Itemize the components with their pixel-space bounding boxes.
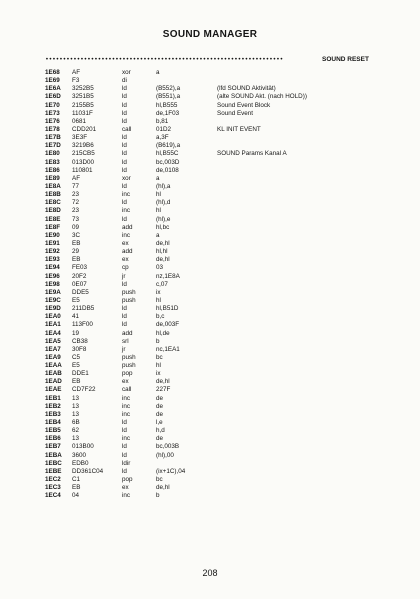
opcode-bytes: CDD201 <box>72 125 97 133</box>
address: 1EBE <box>45 467 62 475</box>
opcode-bytes: 3C <box>72 231 81 239</box>
mnemonic: ld <box>122 451 127 459</box>
operands: 03 <box>156 264 164 272</box>
address: 1EC2 <box>45 476 61 484</box>
listing-row <box>45 175 385 183</box>
operands: de <box>156 410 164 418</box>
mnemonic: ex <box>122 484 129 492</box>
opcode-bytes: 29 <box>72 248 80 256</box>
mnemonic: ld <box>122 182 127 190</box>
operands: (hl),00 <box>156 451 174 459</box>
listing-row <box>45 313 385 321</box>
opcode-bytes: 113F00 <box>72 321 93 329</box>
address: 1E70 <box>45 101 60 109</box>
operands: (hl),e <box>156 215 171 223</box>
opcode-bytes: EB <box>72 378 81 386</box>
mnemonic: ld <box>122 101 127 109</box>
mnemonic: xor <box>122 174 131 182</box>
address: 1E8A <box>45 182 61 190</box>
listing-row <box>45 248 385 256</box>
listing-row <box>45 167 385 175</box>
address: 1E89 <box>45 174 60 182</box>
mnemonic: inc <box>122 410 131 418</box>
address: 1E78 <box>45 125 60 133</box>
address: 1EBA <box>45 451 62 459</box>
address: 1EAA <box>45 362 62 370</box>
address: 1EA4 <box>45 329 61 337</box>
address: 1E86 <box>45 166 60 174</box>
mnemonic: srl <box>122 337 129 345</box>
opcode-bytes: 013D00 <box>72 158 95 166</box>
address: 1E6D <box>45 93 61 101</box>
listing-row <box>45 183 385 191</box>
address: 1E92 <box>45 248 60 256</box>
listing-row <box>45 232 385 240</box>
comment: SOUND Params Kanal A <box>217 150 287 158</box>
operands: de,003F <box>156 321 180 329</box>
operands: hl,B555 <box>156 101 178 109</box>
address: 1E9A <box>45 288 61 296</box>
address: 1E9D <box>45 305 61 313</box>
listing-row <box>45 354 385 362</box>
opcode-bytes: 215CB5 <box>72 150 95 158</box>
opcode-bytes: 30F8 <box>72 345 87 353</box>
page-title: SOUND MANAGER <box>162 29 258 40</box>
opcode-bytes: 11031F <box>72 109 93 117</box>
mnemonic: call <box>122 386 132 394</box>
operands: bc <box>156 476 163 484</box>
address: 1EAE <box>45 386 62 394</box>
address: 1E6A <box>45 85 61 93</box>
operands: hl <box>156 191 161 199</box>
listing-row <box>45 118 385 126</box>
opcode-bytes: CD7F22 <box>72 386 96 394</box>
listing-row <box>45 460 385 468</box>
opcode-bytes: 110801 <box>72 166 93 174</box>
listing-row <box>45 370 385 378</box>
address: 1EA5 <box>45 337 61 345</box>
listing-row <box>45 134 385 142</box>
address: 1EA0 <box>45 313 61 321</box>
mnemonic: ld <box>122 93 127 101</box>
opcode-bytes: 0E07 <box>72 280 87 288</box>
listing-row <box>45 150 385 158</box>
mnemonic: ld <box>122 85 127 93</box>
mnemonic: push <box>122 362 136 370</box>
listing-row <box>45 427 385 435</box>
section-label: SOUND RESET <box>322 56 369 63</box>
code-listing <box>45 69 385 500</box>
operands: b,81 <box>156 117 169 125</box>
operands: 227F <box>156 386 171 394</box>
opcode-bytes: EDB0 <box>72 459 89 467</box>
operands: nc,1EA1 <box>156 345 180 353</box>
listing-row <box>45 224 385 232</box>
listing-row <box>45 484 385 492</box>
mnemonic: cp <box>122 264 129 272</box>
listing-row <box>45 77 385 85</box>
address: 1EA1 <box>45 321 61 329</box>
opcode-bytes: 3251B5 <box>72 93 94 101</box>
mnemonic: ld <box>122 280 127 288</box>
mnemonic: ld <box>122 443 127 451</box>
opcode-bytes: F3 <box>72 77 80 85</box>
opcode-bytes: 04 <box>72 492 80 500</box>
listing-row <box>45 191 385 199</box>
mnemonic: inc <box>122 207 131 215</box>
opcode-bytes: 20F2 <box>72 272 87 280</box>
comment: (lfd SOUND Aktivität) <box>217 85 276 93</box>
operands: ix <box>156 370 161 378</box>
address: 1EB6 <box>45 435 61 443</box>
address: 1E91 <box>45 239 60 247</box>
opcode-bytes: 73 <box>72 215 80 223</box>
operands: de,0108 <box>156 166 179 174</box>
opcode-bytes: C5 <box>72 353 81 361</box>
address: 1E8C <box>45 199 61 207</box>
comment: KL INIT EVENT <box>217 125 261 133</box>
mnemonic: inc <box>122 191 131 199</box>
listing-row <box>45 411 385 419</box>
listing-row <box>45 321 385 329</box>
opcode-bytes: C1 <box>72 476 81 484</box>
listing-row <box>45 476 385 484</box>
address: 1EB1 <box>45 394 61 402</box>
mnemonic: push <box>122 353 136 361</box>
mnemonic: ld <box>122 467 127 475</box>
mnemonic: add <box>122 223 133 231</box>
mnemonic: ld <box>122 117 127 125</box>
operands: hl <box>156 296 161 304</box>
mnemonic: pop <box>122 476 133 484</box>
address: 1E8F <box>45 223 61 231</box>
opcode-bytes: 211DB5 <box>72 305 95 313</box>
listing-row <box>45 85 385 93</box>
opcode-bytes: 23 <box>72 191 80 199</box>
comment: Sound Event Block <box>217 101 271 109</box>
mnemonic: ld <box>122 321 127 329</box>
address: 1E80 <box>45 150 60 158</box>
mnemonic: inc <box>122 402 131 410</box>
listing-row <box>45 386 385 394</box>
address: 1E7B <box>45 134 61 142</box>
operands: (B619),a <box>156 142 181 150</box>
listing-row <box>45 492 385 500</box>
operands: 01D2 <box>156 125 172 133</box>
listing-row <box>45 93 385 101</box>
mnemonic: inc <box>122 492 131 500</box>
operands: (hl),d <box>156 199 171 207</box>
opcode-bytes: 3600 <box>72 451 87 459</box>
address: 1E98 <box>45 280 60 288</box>
mnemonic: ld <box>122 427 127 435</box>
operands: ix <box>156 288 161 296</box>
listing-row <box>45 362 385 370</box>
opcode-bytes: EB <box>72 239 81 247</box>
opcode-bytes: EB <box>72 256 81 264</box>
mnemonic: ld <box>122 134 127 142</box>
listing-row <box>45 395 385 403</box>
opcode-bytes: DDE1 <box>72 370 89 378</box>
address: 1EBC <box>45 459 62 467</box>
opcode-bytes: FE03 <box>72 264 88 272</box>
opcode-bytes: 0681 <box>72 117 87 125</box>
opcode-bytes: 3252B5 <box>72 85 94 93</box>
operands: de,1F03 <box>156 109 180 117</box>
listing-row <box>45 468 385 476</box>
opcode-bytes: 13 <box>72 435 80 443</box>
mnemonic: ld <box>122 158 127 166</box>
address: 1EB3 <box>45 410 61 418</box>
listing-row <box>45 216 385 224</box>
listing-row <box>45 443 385 451</box>
operands: h,d <box>156 427 165 435</box>
listing-row <box>45 330 385 338</box>
address: 1E90 <box>45 231 60 239</box>
mnemonic: ldir <box>122 459 131 467</box>
opcode-bytes: 2155B5 <box>72 101 94 109</box>
mnemonic: add <box>122 248 133 256</box>
opcode-bytes: DDE5 <box>72 288 89 296</box>
opcode-bytes: 41 <box>72 313 80 321</box>
mnemonic: ld <box>122 109 127 117</box>
address: 1E7D <box>45 142 61 150</box>
address: 1E73 <box>45 109 60 117</box>
mnemonic: inc <box>122 435 131 443</box>
listing-row <box>45 281 385 289</box>
mnemonic: ld <box>122 142 127 150</box>
operands: de <box>156 435 164 443</box>
opcode-bytes: E5 <box>72 362 80 370</box>
operands: bc,003B <box>156 443 180 451</box>
listing-row <box>45 102 385 110</box>
mnemonic: ld <box>122 313 127 321</box>
mnemonic: ld <box>122 150 127 158</box>
address: 1E93 <box>45 256 60 264</box>
address: 1EAB <box>45 370 62 378</box>
opcode-bytes: 6B <box>72 419 80 427</box>
operands: hl <box>156 362 161 370</box>
operands: a <box>156 69 160 76</box>
listing-row <box>45 297 385 305</box>
opcode-bytes: 72 <box>72 199 80 207</box>
address: 1EC4 <box>45 492 61 500</box>
mnemonic: add <box>122 329 133 337</box>
opcode-bytes: 23 <box>72 207 80 215</box>
operands: (B552),a <box>156 85 181 93</box>
address: 1EB5 <box>45 427 61 435</box>
operands: a <box>156 174 160 182</box>
address: 1E76 <box>45 117 60 125</box>
opcode-bytes: 13 <box>72 410 80 418</box>
listing-row <box>45 305 385 313</box>
listing-row <box>45 403 385 411</box>
opcode-bytes: 09 <box>72 223 80 231</box>
operands: de,hl <box>156 256 170 264</box>
operands: de,hl <box>156 378 170 386</box>
address: 1E96 <box>45 272 60 280</box>
mnemonic: ld <box>122 305 127 313</box>
address: 1EB7 <box>45 443 61 451</box>
mnemonic: pop <box>122 370 133 378</box>
opcode-bytes: 19 <box>72 329 80 337</box>
listing-row <box>45 264 385 272</box>
address: 1EAD <box>45 378 62 386</box>
opcode-bytes: 77 <box>72 182 80 190</box>
operands: bc,003D <box>156 158 180 166</box>
opcode-bytes: AF <box>72 174 81 182</box>
opcode-bytes: AF <box>72 69 81 76</box>
mnemonic: ld <box>122 166 127 174</box>
mnemonic: ld <box>122 419 127 427</box>
mnemonic: call <box>122 125 132 133</box>
operands: hl,B55C <box>156 150 179 158</box>
address: 1E68 <box>45 69 60 76</box>
listing-row <box>45 126 385 134</box>
mnemonic: push <box>122 296 136 304</box>
address: 1E8E <box>45 215 61 223</box>
operands: l,e <box>156 419 163 427</box>
mnemonic: di <box>122 77 127 85</box>
opcode-bytes: DD361C04 <box>72 467 104 475</box>
operands: de <box>156 402 164 410</box>
operands: hl,bc <box>156 223 170 231</box>
section-dots: •••••••••••••••••••••••••••••••••••••••••••••••••••••••••••••••••••• <box>45 56 284 63</box>
operands: b,c <box>156 313 165 321</box>
listing-row <box>45 452 385 460</box>
mnemonic: push <box>122 288 136 296</box>
opcode-bytes: CB38 <box>72 337 88 345</box>
opcode-bytes: 13 <box>72 394 80 402</box>
operands: hl,B51D <box>156 305 179 313</box>
address: 1EA7 <box>45 345 61 353</box>
mnemonic: ld <box>122 215 127 223</box>
address: 1EB2 <box>45 402 61 410</box>
opcode-bytes: 013B00 <box>72 443 94 451</box>
opcode-bytes: EB <box>72 484 81 492</box>
operands: hl,hl <box>156 248 168 256</box>
address: 1E94 <box>45 264 60 272</box>
address: 1EB4 <box>45 419 61 427</box>
opcode-bytes: 62 <box>72 427 80 435</box>
mnemonic: jr <box>122 272 126 280</box>
listing-row <box>45 240 385 248</box>
opcode-bytes: 3E3F <box>72 134 88 142</box>
opcode-bytes: 3219B6 <box>72 142 94 150</box>
operands: de <box>156 394 164 402</box>
operands: hl <box>156 207 161 215</box>
operands: de,hl <box>156 484 170 492</box>
operands: (hl),a <box>156 182 171 190</box>
operands: b <box>156 337 160 345</box>
mnemonic: ex <box>122 256 129 264</box>
mnemonic: inc <box>122 231 131 239</box>
operands: nz,1E8A <box>156 272 180 280</box>
listing-row <box>45 199 385 207</box>
operands: hl,de <box>156 329 170 337</box>
listing-row <box>45 378 385 386</box>
listing-row <box>45 338 385 346</box>
listing-row <box>45 142 385 150</box>
operands: a,3F <box>156 134 169 142</box>
mnemonic: inc <box>122 394 131 402</box>
address: 1EC3 <box>45 484 61 492</box>
page-number: 208 <box>202 568 218 578</box>
operands: c,07 <box>156 280 168 288</box>
address: 1E83 <box>45 158 60 166</box>
mnemonic: xor <box>122 69 131 76</box>
mnemonic: ex <box>122 378 129 386</box>
listing-row <box>45 419 385 427</box>
listing-row <box>45 273 385 281</box>
listing-row <box>45 256 385 264</box>
operands: b <box>156 492 160 500</box>
opcode-bytes: 13 <box>72 402 80 410</box>
mnemonic: ld <box>122 199 127 207</box>
listing-row <box>45 346 385 354</box>
opcode-bytes: E5 <box>72 296 80 304</box>
mnemonic: ex <box>122 239 129 247</box>
comment: Sound Event <box>217 109 254 117</box>
address: 1E9C <box>45 296 61 304</box>
listing-row <box>45 289 385 297</box>
listing-row <box>45 159 385 167</box>
mnemonic: jr <box>122 345 126 353</box>
address: 1E8B <box>45 191 61 199</box>
operands: de,hl <box>156 239 170 247</box>
listing-row <box>45 110 385 118</box>
address: 1EA9 <box>45 353 61 361</box>
operands: (ix+1C),04 <box>156 467 186 475</box>
listing-row <box>45 435 385 443</box>
operands: (B551),a <box>156 93 181 101</box>
operands: a <box>156 231 160 239</box>
operands: bc <box>156 353 163 361</box>
comment: (alte SOUND Akt. (nach HOLD)) <box>217 93 307 101</box>
address: 1E8D <box>45 207 61 215</box>
address: 1E69 <box>45 77 60 85</box>
listing-row <box>45 69 385 77</box>
listing-row <box>45 207 385 215</box>
